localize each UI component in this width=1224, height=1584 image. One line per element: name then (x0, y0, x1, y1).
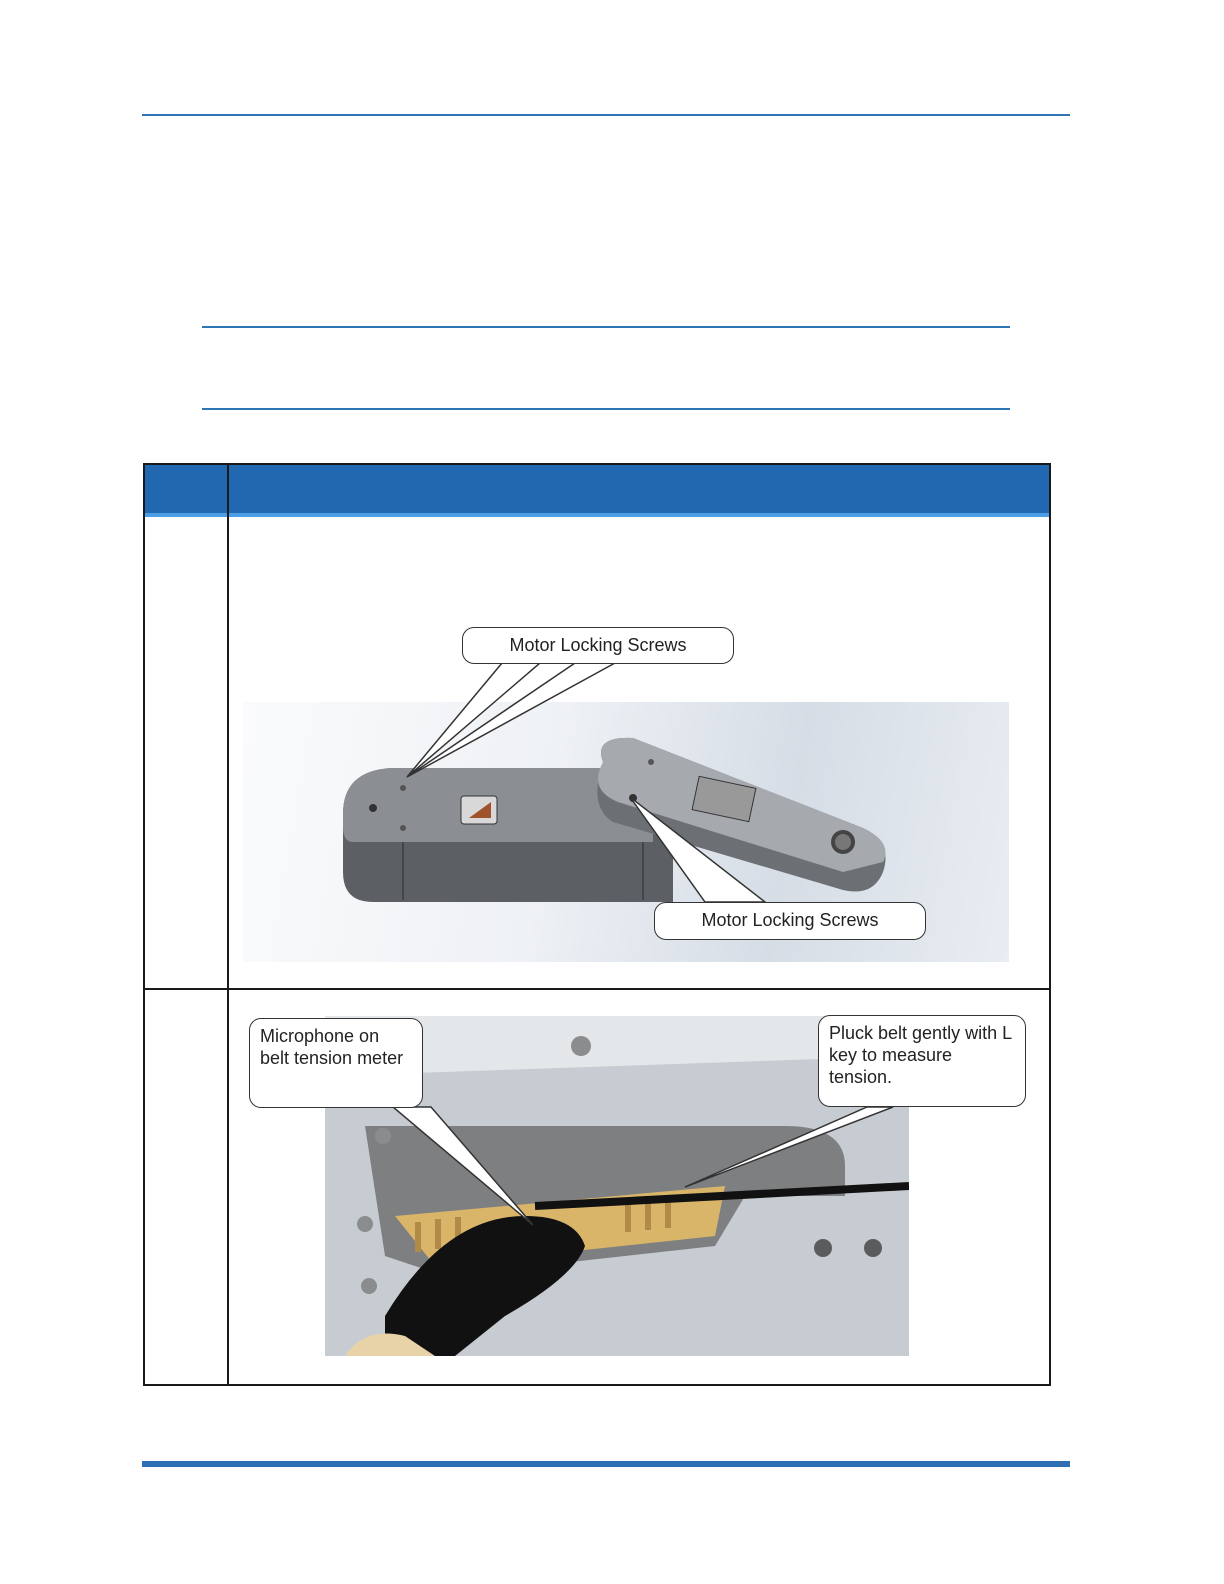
procedure-table (143, 463, 1051, 1386)
table-header (145, 465, 1049, 517)
pluck-belt-callout: Pluck belt gently with L key to measure tension. (818, 1015, 1026, 1107)
row-divider (145, 988, 1049, 990)
microphone-callout: Microphone on belt tension meter (249, 1018, 423, 1108)
header-rule (142, 114, 1070, 116)
note-rule-top (202, 326, 1010, 328)
motor-screws-callout-top: Motor Locking Screws (462, 627, 734, 664)
column-divider (227, 517, 229, 1384)
header-column-divider (227, 465, 229, 517)
motor-screws-callout-bottom: Motor Locking Screws (654, 902, 926, 940)
note-rule-bottom (202, 408, 1010, 410)
footer-rule (142, 1461, 1070, 1467)
